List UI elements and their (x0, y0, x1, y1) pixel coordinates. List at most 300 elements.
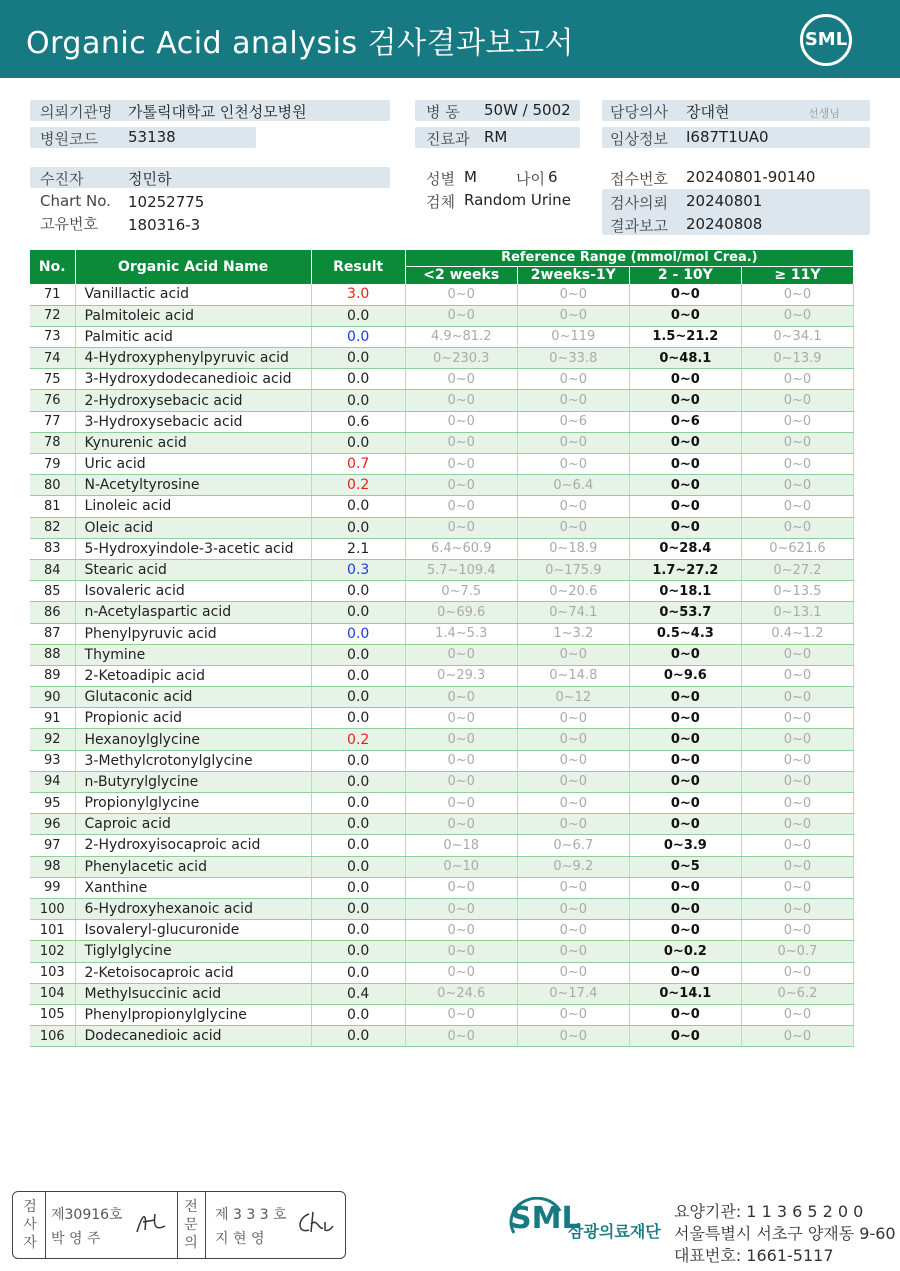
row-name: Xanthine (75, 877, 311, 898)
row-result: 0.0 (311, 920, 405, 941)
row-result: 0.0 (311, 665, 405, 686)
row-name: Dodecanedioic acid (75, 1026, 311, 1047)
row-no: 78 (30, 432, 75, 453)
table-row (30, 665, 854, 686)
row-range-1: 0~0 (405, 750, 517, 771)
ward-label: 병 동 (426, 103, 460, 121)
request-value: 20240801 (686, 192, 763, 210)
row-name: Palmitic acid (75, 326, 311, 347)
patient-value: 정민하 (128, 170, 172, 188)
row-result: 0.0 (311, 750, 405, 771)
table-row (30, 454, 854, 475)
row-range-3: 0~6 (629, 411, 741, 432)
row-name: Isovaleryl-glucuronide (75, 920, 311, 941)
results-table (30, 250, 854, 1047)
row-range-3: 0~0 (629, 962, 741, 983)
row-result: 2.1 (311, 538, 405, 559)
row-no: 85 (30, 581, 75, 602)
row-range-4: 0~0.7 (741, 941, 853, 962)
row-result: 0.0 (311, 771, 405, 792)
row-no: 89 (30, 665, 75, 686)
row-result: 0.0 (311, 348, 405, 369)
row-range-2: 0~6 (517, 411, 629, 432)
row-result: 0.0 (311, 814, 405, 835)
row-range-3: 0~0 (629, 729, 741, 750)
table-row (30, 305, 854, 326)
row-range-4: 0~0 (741, 496, 853, 517)
row-no: 81 (30, 496, 75, 517)
table-row (30, 517, 854, 538)
row-result: 0.0 (311, 326, 405, 347)
row-result: 0.0 (311, 856, 405, 877)
row-range-1: 0~0 (405, 687, 517, 708)
row-range-1: 0~69.6 (405, 602, 517, 623)
row-no: 80 (30, 475, 75, 496)
row-range-1: 0~0 (405, 390, 517, 411)
row-range-2: 0~33.8 (517, 348, 629, 369)
row-range-1: 0~0 (405, 793, 517, 814)
row-range-3: 0~0 (629, 814, 741, 835)
row-range-4: 0~0 (741, 1004, 853, 1025)
row-range-2: 0~0 (517, 877, 629, 898)
row-no: 94 (30, 771, 75, 792)
row-range-4: 0~0 (741, 517, 853, 538)
row-name: Phenylpyruvic acid (75, 623, 311, 644)
table-row (30, 941, 854, 962)
row-range-4: 0~13.1 (741, 602, 853, 623)
row-no: 96 (30, 814, 75, 835)
row-no: 88 (30, 644, 75, 665)
row-name: Tiglylglycine (75, 941, 311, 962)
row-name: 2-Hydroxyisocaproic acid (75, 835, 311, 856)
row-range-2: 0~0 (517, 390, 629, 411)
row-range-4: 0~0 (741, 750, 853, 771)
row-no: 93 (30, 750, 75, 771)
table-row (30, 411, 854, 432)
row-range-1: 0~0 (405, 432, 517, 453)
specimen-label: 검체 (426, 193, 455, 211)
row-name: 2-Ketoadipic acid (75, 665, 311, 686)
table-row (30, 983, 854, 1004)
row-result: 0.0 (311, 644, 405, 665)
table-row (30, 962, 854, 983)
row-range-3: 0~0 (629, 284, 741, 305)
row-range-2: 0~0 (517, 454, 629, 475)
row-range-2: 0~17.4 (517, 983, 629, 1004)
row-range-3: 0~0 (629, 305, 741, 326)
table-row (30, 920, 854, 941)
row-name: Hexanoylglycine (75, 729, 311, 750)
row-range-2: 0~0 (517, 750, 629, 771)
row-no: 76 (30, 390, 75, 411)
row-result: 0.0 (311, 602, 405, 623)
col-range-2: 2weeks-1Y (517, 266, 629, 284)
row-range-1: 6.4~60.9 (405, 538, 517, 559)
license2: 제 3 3 3 호 (215, 1207, 287, 1223)
row-range-1: 0~0 (405, 771, 517, 792)
row-name: N-Acetyltyrosine (75, 475, 311, 496)
row-name: Caproic acid (75, 814, 311, 835)
sml-swoosh-icon (508, 1197, 566, 1241)
row-range-2: 0~6.4 (517, 475, 629, 496)
sml-logo-icon: SML (800, 14, 852, 66)
row-range-4: 0~0 (741, 665, 853, 686)
row-range-1: 4.9~81.2 (405, 326, 517, 347)
col-no: No. (30, 250, 75, 284)
row-range-2: 0~0 (517, 708, 629, 729)
footer-line1: 요양기관: 1 1 3 6 5 2 0 0 (674, 1202, 864, 1221)
row-range-3: 0~53.7 (629, 602, 741, 623)
table-row (30, 1004, 854, 1025)
inspector-label: 검사자 (23, 1199, 37, 1251)
report-header (0, 0, 900, 78)
row-result: 0.2 (311, 475, 405, 496)
uid-value: 180316-3 (128, 216, 201, 234)
row-name: Methylsuccinic acid (75, 983, 311, 1004)
code-label: 병원코드 (40, 130, 98, 148)
row-result: 3.0 (311, 284, 405, 305)
table-row (30, 496, 854, 517)
row-range-2: 0~0 (517, 432, 629, 453)
row-range-3: 0~0 (629, 750, 741, 771)
row-range-1: 0~10 (405, 856, 517, 877)
row-range-1: 0~0 (405, 898, 517, 919)
row-name: Vanillactic acid (75, 284, 311, 305)
person1: 박 영 주 (51, 1231, 101, 1247)
table-row (30, 708, 854, 729)
row-range-4: 0~0 (741, 432, 853, 453)
row-result: 0.7 (311, 454, 405, 475)
row-range-2: 0~20.6 (517, 581, 629, 602)
row-range-1: 0~0 (405, 475, 517, 496)
row-range-1: 0~0 (405, 284, 517, 305)
row-result: 0.0 (311, 877, 405, 898)
row-range-4: 0~0 (741, 687, 853, 708)
row-name: n-Butyrylglycine (75, 771, 311, 792)
row-range-4: 0~13.9 (741, 348, 853, 369)
row-range-3: 1.5~21.2 (629, 326, 741, 347)
row-range-3: 0~5 (629, 856, 741, 877)
row-range-1: 0~0 (405, 517, 517, 538)
table-row (30, 771, 854, 792)
table-row (30, 1026, 854, 1047)
row-name: Isovaleric acid (75, 581, 311, 602)
row-range-4: 0~0 (741, 898, 853, 919)
row-no: 99 (30, 877, 75, 898)
row-result: 0.2 (311, 729, 405, 750)
ward-value: 50W / 5002 (484, 101, 571, 119)
row-name: 2-Ketoisocaproic acid (75, 962, 311, 983)
row-range-4: 0~0 (741, 920, 853, 941)
row-range-2: 0~0 (517, 644, 629, 665)
row-no: 90 (30, 687, 75, 708)
reception-label: 접수번호 (610, 170, 668, 188)
row-no: 103 (30, 962, 75, 983)
row-range-1: 0~0 (405, 814, 517, 835)
specimen-value: Random Urine (464, 191, 571, 209)
row-range-4: 0~0 (741, 475, 853, 496)
row-range-1: 0~0 (405, 877, 517, 898)
row-range-4: 0~0 (741, 390, 853, 411)
row-no: 97 (30, 835, 75, 856)
row-range-1: 0~29.3 (405, 665, 517, 686)
row-result: 0.0 (311, 517, 405, 538)
row-range-2: 0~6.7 (517, 835, 629, 856)
row-range-2: 0~0 (517, 284, 629, 305)
row-name: Palmitoleic acid (75, 305, 311, 326)
row-range-4: 0~0 (741, 1026, 853, 1047)
row-no: 71 (30, 284, 75, 305)
row-range-1: 0~0 (405, 1026, 517, 1047)
table-row (30, 687, 854, 708)
report-value: 20240808 (686, 215, 763, 233)
row-range-1: 0~0 (405, 305, 517, 326)
row-no: 100 (30, 898, 75, 919)
row-no: 91 (30, 708, 75, 729)
doctor-label: 담당의사 (610, 103, 668, 121)
row-range-3: 0~0 (629, 390, 741, 411)
row-range-3: 0~0 (629, 920, 741, 941)
row-range-1: 0~0 (405, 962, 517, 983)
footer-line3: 대표번호: 1661-5117 (674, 1246, 834, 1265)
org-name: 삼광의료재단 (568, 1222, 661, 1241)
row-range-3: 0~0 (629, 1004, 741, 1025)
row-no: 75 (30, 369, 75, 390)
row-range-2: 0~18.9 (517, 538, 629, 559)
row-range-1: 0~24.6 (405, 983, 517, 1004)
row-result: 0.0 (311, 390, 405, 411)
row-range-1: 0~0 (405, 644, 517, 665)
row-no: 83 (30, 538, 75, 559)
report-label: 결과보고 (610, 217, 668, 235)
row-range-4: 0~6.2 (741, 983, 853, 1004)
row-no: 102 (30, 941, 75, 962)
row-range-1: 0~0 (405, 411, 517, 432)
signature1-icon (133, 1208, 169, 1238)
row-range-4: 0~34.1 (741, 326, 853, 347)
table-row (30, 390, 854, 411)
row-no: 74 (30, 348, 75, 369)
hospital-value: 가톨릭대학교 인천성모병원 (128, 103, 307, 121)
row-name: n-Acetylaspartic acid (75, 602, 311, 623)
row-name: Propionylglycine (75, 793, 311, 814)
clinical-value: I687T1UA0 (686, 128, 769, 146)
row-range-1: 5.7~109.4 (405, 559, 517, 580)
row-range-3: 0.5~4.3 (629, 623, 741, 644)
row-result: 0.0 (311, 1004, 405, 1025)
row-name: 6-Hydroxyhexanoic acid (75, 898, 311, 919)
table-row (30, 793, 854, 814)
row-range-3: 0~0 (629, 369, 741, 390)
row-range-4: 0~0 (741, 454, 853, 475)
row-range-2: 1~3.2 (517, 623, 629, 644)
row-no: 86 (30, 602, 75, 623)
patient-bar (30, 167, 390, 188)
row-range-1: 0~0 (405, 920, 517, 941)
table-row (30, 284, 854, 305)
row-range-4: 0~0 (741, 771, 853, 792)
row-no: 82 (30, 517, 75, 538)
row-range-3: 0~14.1 (629, 983, 741, 1004)
row-range-3: 0~28.4 (629, 538, 741, 559)
age-value: 6 (548, 168, 558, 186)
table-row (30, 898, 854, 919)
sml-footer-logo: SML (510, 1201, 581, 1236)
row-result: 0.0 (311, 1026, 405, 1047)
row-range-3: 0~0 (629, 708, 741, 729)
row-range-2: 0~0 (517, 305, 629, 326)
row-range-4: 0~0 (741, 369, 853, 390)
row-no: 87 (30, 623, 75, 644)
table-row (30, 602, 854, 623)
row-name: 3-Hydroxydodecanedioic acid (75, 369, 311, 390)
row-no: 95 (30, 793, 75, 814)
row-range-1: 0~0 (405, 496, 517, 517)
row-range-3: 0~0 (629, 432, 741, 453)
row-range-4: 0~0 (741, 284, 853, 305)
row-result: 0.0 (311, 962, 405, 983)
row-no: 73 (30, 326, 75, 347)
row-name: Kynurenic acid (75, 432, 311, 453)
row-range-4: 0~13.5 (741, 581, 853, 602)
row-range-2: 0~74.1 (517, 602, 629, 623)
row-result: 0.0 (311, 581, 405, 602)
row-range-1: 0~7.5 (405, 581, 517, 602)
table-row (30, 475, 854, 496)
row-name: 3-Hydroxysebacic acid (75, 411, 311, 432)
table-row (30, 623, 854, 644)
row-range-1: 0~230.3 (405, 348, 517, 369)
row-name: 3-Methylcrotonylglycine (75, 750, 311, 771)
row-range-4: 0.4~1.2 (741, 623, 853, 644)
row-range-2: 0~0 (517, 729, 629, 750)
row-name: Oleic acid (75, 517, 311, 538)
row-range-1: 0~0 (405, 1004, 517, 1025)
row-range-3: 0~0 (629, 793, 741, 814)
row-name: Stearic acid (75, 559, 311, 580)
row-range-2: 0~0 (517, 369, 629, 390)
row-range-1: 0~0 (405, 454, 517, 475)
row-range-4: 0~0 (741, 835, 853, 856)
row-name: 2-Hydroxysebacic acid (75, 390, 311, 411)
reception-value: 20240801-90140 (686, 168, 816, 186)
row-range-1: 0~0 (405, 729, 517, 750)
row-no: 84 (30, 559, 75, 580)
table-row (30, 750, 854, 771)
row-result: 0.0 (311, 496, 405, 517)
row-range-2: 0~0 (517, 771, 629, 792)
col-range-4: ≥ 11Y (741, 266, 853, 284)
person2: 지 현 영 (215, 1231, 265, 1247)
row-range-4: 0~0 (741, 814, 853, 835)
row-result: 0.0 (311, 941, 405, 962)
row-range-4: 0~0 (741, 644, 853, 665)
row-range-1: 1.4~5.3 (405, 623, 517, 644)
row-name: 5-Hydroxyindole-3-acetic acid (75, 538, 311, 559)
row-range-4: 0~0 (741, 708, 853, 729)
row-range-3: 0~18.1 (629, 581, 741, 602)
license1: 제30916호 (51, 1207, 123, 1223)
row-no: 106 (30, 1026, 75, 1047)
doctor-suffix: 선생님 (808, 107, 840, 120)
age-label: 나이 (516, 170, 545, 188)
row-name: Linoleic acid (75, 496, 311, 517)
row-result: 0.0 (311, 835, 405, 856)
row-range-1: 0~0 (405, 369, 517, 390)
table-row (30, 369, 854, 390)
row-range-4: 0~0 (741, 729, 853, 750)
row-name: Glutaconic acid (75, 687, 311, 708)
row-range-3: 0~0 (629, 1026, 741, 1047)
row-range-4: 0~0 (741, 411, 853, 432)
row-range-3: 0~0 (629, 898, 741, 919)
row-range-2: 0~175.9 (517, 559, 629, 580)
row-range-2: 0~0 (517, 920, 629, 941)
request-label: 검사의뢰 (610, 194, 668, 212)
row-result: 0.0 (311, 687, 405, 708)
row-name: Phenylpropionylglycine (75, 1004, 311, 1025)
table-row (30, 877, 854, 898)
row-result: 0.0 (311, 898, 405, 919)
row-no: 77 (30, 411, 75, 432)
table-row (30, 348, 854, 369)
doctor-value: 장대현 (686, 103, 730, 121)
row-range-3: 0~0 (629, 644, 741, 665)
row-name: Phenylacetic acid (75, 856, 311, 877)
row-range-4: 0~0 (741, 793, 853, 814)
row-range-3: 0~0 (629, 517, 741, 538)
row-range-1: 0~0 (405, 708, 517, 729)
row-range-3: 0~0 (629, 496, 741, 517)
col-reference: Reference Range (mmol/mol Crea.) (405, 250, 853, 266)
row-range-3: 0~3.9 (629, 835, 741, 856)
row-result: 0.4 (311, 983, 405, 1004)
row-range-2: 0~14.8 (517, 665, 629, 686)
table-row (30, 835, 854, 856)
col-range-3: 2 - 10Y (629, 266, 741, 284)
row-range-2: 0~0 (517, 1026, 629, 1047)
row-range-4: 0~621.6 (741, 538, 853, 559)
table-row (30, 644, 854, 665)
row-name: 4-Hydroxyphenylpyruvic acid (75, 348, 311, 369)
row-range-2: 0~9.2 (517, 856, 629, 877)
row-name: Thymine (75, 644, 311, 665)
row-range-3: 0~9.6 (629, 665, 741, 686)
clinical-label: 임상정보 (610, 130, 668, 148)
row-range-2: 0~0 (517, 962, 629, 983)
row-range-2: 0~0 (517, 941, 629, 962)
row-range-4: 0~0 (741, 877, 853, 898)
table-row (30, 814, 854, 835)
row-range-2: 0~119 (517, 326, 629, 347)
row-range-2: 0~0 (517, 814, 629, 835)
table-row (30, 538, 854, 559)
row-result: 0.0 (311, 793, 405, 814)
row-name: Uric acid (75, 454, 311, 475)
footer-line2: 서울특별시 서초구 양재동 9-60 (674, 1224, 896, 1243)
row-range-3: 0~0 (629, 687, 741, 708)
row-range-1: 0~18 (405, 835, 517, 856)
divider (205, 1192, 206, 1258)
table-row (30, 581, 854, 602)
signature-box (12, 1191, 346, 1259)
row-no: 105 (30, 1004, 75, 1025)
row-result: 0.0 (311, 708, 405, 729)
row-result: 0.0 (311, 305, 405, 326)
table-row (30, 729, 854, 750)
row-no: 98 (30, 856, 75, 877)
row-range-4: 0~27.2 (741, 559, 853, 580)
